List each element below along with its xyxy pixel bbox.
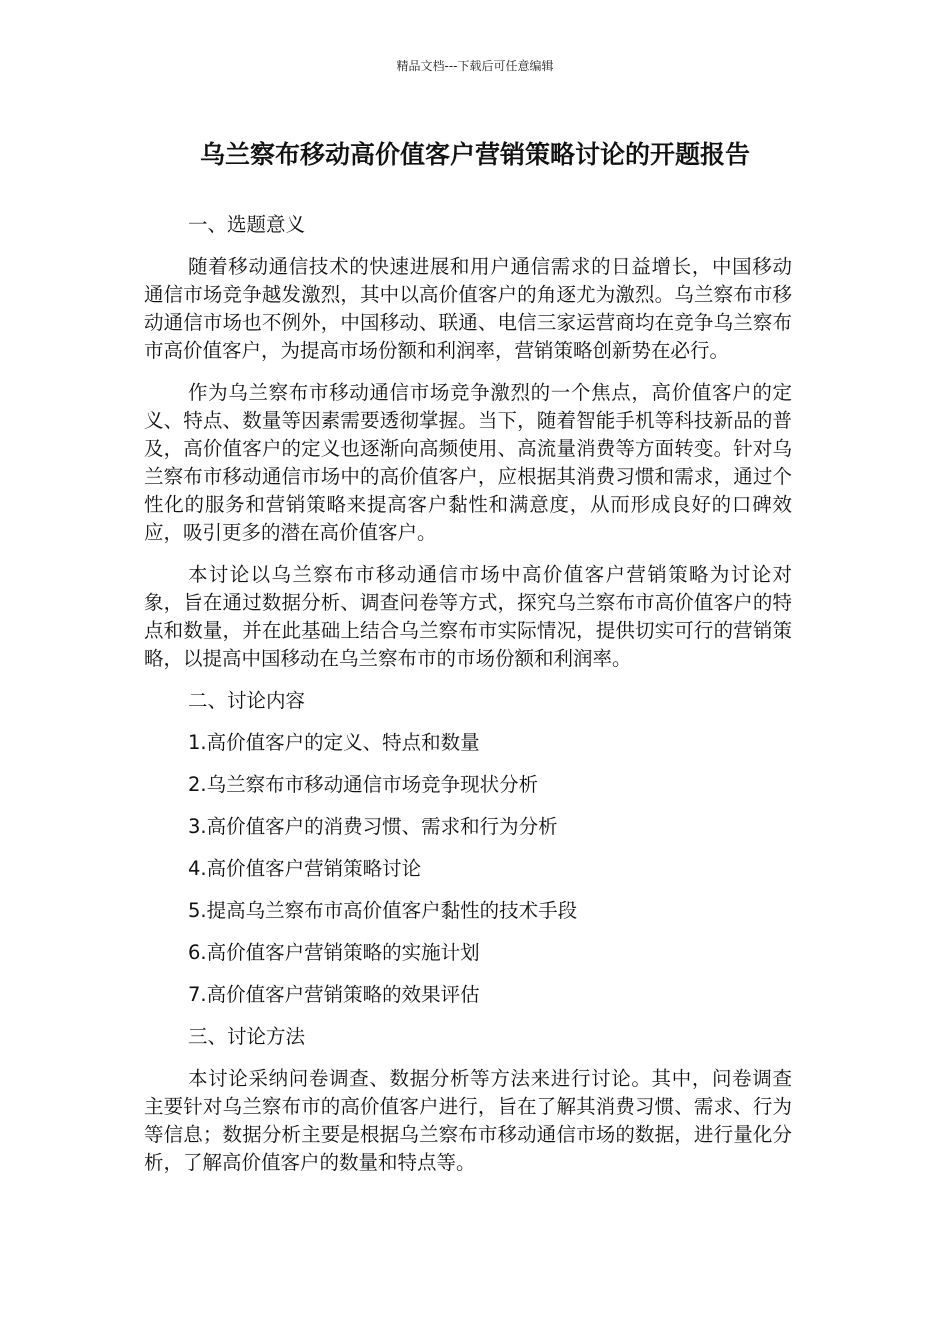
paragraph: 作为乌兰察布市移动通信市场竞争激烈的一个焦点，高价值客户的定义、特点、数量等因素需要透彻掌握。当下，随着智能手机等科技新品的普及，高价值客户的定义也逐渐向高频使用、高流量消费等方面转变。针对乌兰察布市移动通信市场中的高价值客户，应根据其消费习惯和需求，通过个性化的服务和营销策略来提高客户黏性和满意度，从而形成良好的口碑效应，吸引更多的潜在高价值客户。 <box>144 381 792 544</box>
list-item: 7.高价值客户营销策略的效果评估 <box>188 983 480 1006</box>
section-heading-significance: 一、选题意义 <box>188 213 306 236</box>
section-heading-methods: 三、讨论方法 <box>188 1025 306 1048</box>
section-heading-content: 二、讨论内容 <box>188 689 306 712</box>
list-item: 2.乌兰察布市移动通信市场竞争现状分析 <box>188 773 539 796</box>
paragraph: 随着移动通信技术的快速进展和用户通信需求的日益增长，中国移动通信市场竞争越发激烈，其中以高价值客户的角逐尤为激烈。乌兰察布市移动通信市场也不例外，中国移动、联通、电信三家运营商均在竞争乌兰察布市高价值客户，为提高市场份额和利润率，营销策略创新势在必行。 <box>144 255 792 362</box>
list-item: 1.高价值客户的定义、特点和数量 <box>188 731 480 754</box>
header-note: 精品文档---下载后可任意编辑 <box>396 59 554 73</box>
content-list <box>144 729 792 1009</box>
paragraph: 本讨论以乌兰察布市移动通信市场中高价值客户营销策略为讨论对象，旨在通过数据分析、调查问卷等方式，探究乌兰察布市高价值客户的特点和数量，并在此基础上结合乌兰察布市实际情况，提供切实可行的营销策略，以提高中国移动在乌兰察布市的市场份额和利润率。 <box>144 563 792 670</box>
document-body <box>144 211 792 1191</box>
list-item: 5.提高乌兰察布市高价值客户黏性的技术手段 <box>188 899 578 922</box>
document-title: 乌兰察布移动高价值客户营销策略讨论的开题报告 <box>199 140 750 169</box>
paragraph: 本讨论采纳问卷调查、数据分析等方法来进行讨论。其中，问卷调查主要针对乌兰察布市的高价值客户进行，旨在了解其消费习惯、需求、行为等信息；数据分析主要是根据乌兰察布市移动通信市场的数据，进行量化分析，了解高价值客户的数量和特点等。 <box>144 1067 792 1174</box>
list-item: 3.高价值客户的消费习惯、需求和行为分析 <box>188 815 558 838</box>
list-item: 4.高价值客户营销策略讨论 <box>188 857 422 880</box>
list-item: 6.高价值客户营销策略的实施计划 <box>188 941 480 964</box>
